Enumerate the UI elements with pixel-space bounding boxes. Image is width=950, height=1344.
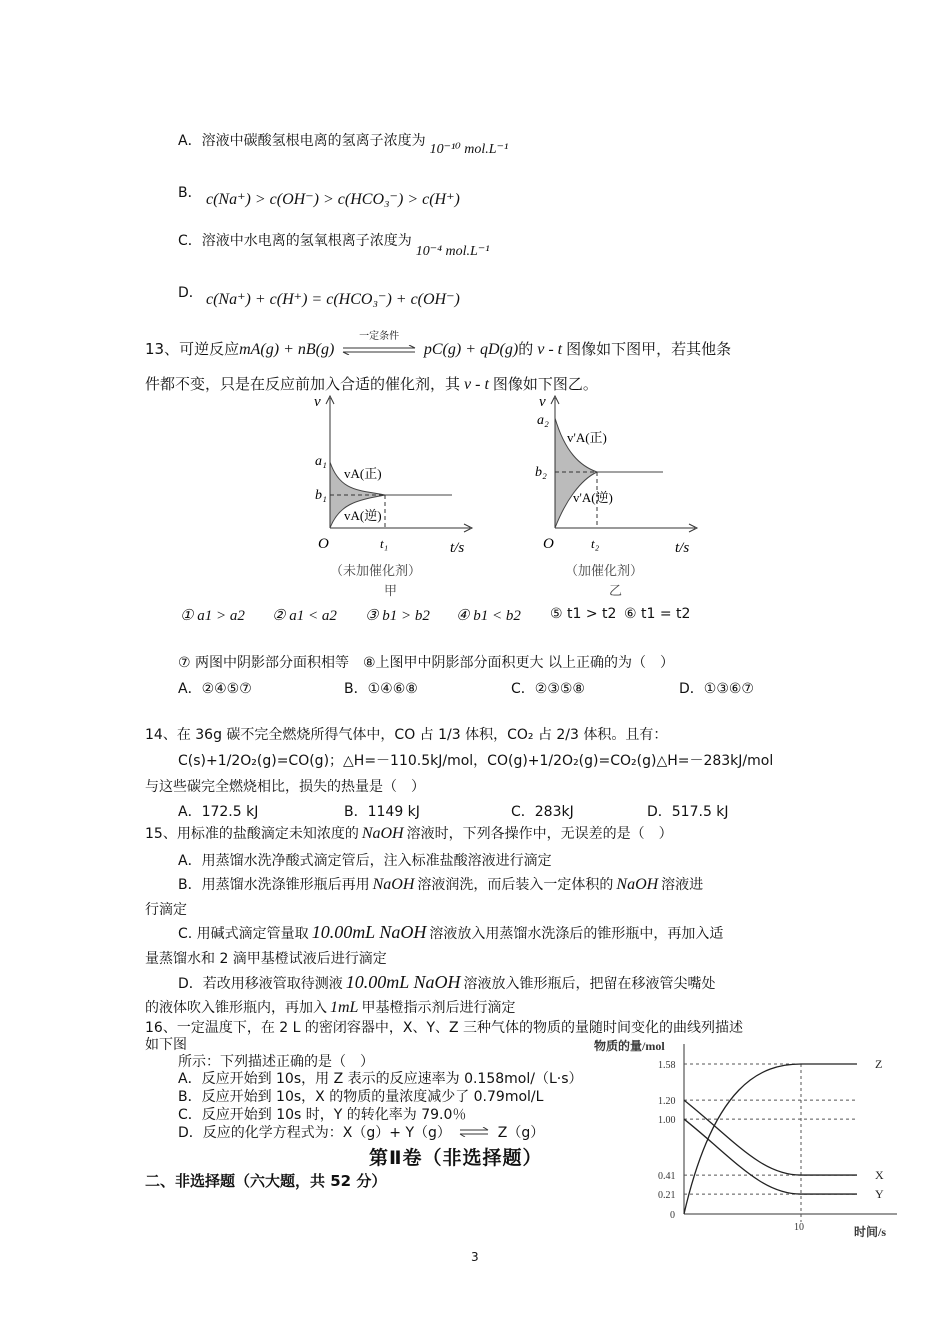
statement-2: ② a1 < a2	[272, 608, 337, 624]
origin-label: O	[543, 536, 554, 552]
section-title: 第Ⅱ卷（非选择题）	[369, 1147, 543, 1169]
q16-option-b: B．反应开始到 10s，X 的物质的量浓度减少了 0.79mol/L	[178, 1089, 544, 1105]
graph-right	[525, 392, 705, 602]
q12-option-a: A．溶液中碳酸氢根电离的氢离子浓度为10⁻¹⁰ mol.L⁻¹	[178, 133, 509, 157]
q14-option-c: C．283kJ	[511, 804, 574, 820]
graph-right-caption: （加催化剂）	[565, 564, 644, 579]
x-tick-label: 10	[794, 1222, 804, 1233]
y-axis-label: 物质的量/mol	[594, 1039, 665, 1053]
graph-left	[300, 392, 480, 602]
q14-line-1: 14、在 36g 碳不完全燃烧所得气体中，CO 占 1/3 体积，CO₂ 占 2/3 体积。且有：	[145, 727, 668, 743]
t1-label: t₁	[380, 536, 389, 551]
y-tick-label: 1.58	[658, 1060, 676, 1071]
graph-right-name: 乙	[609, 584, 623, 599]
q12-option-b: B．	[178, 185, 202, 201]
q14-option-d: D．517.5 kJ	[647, 804, 729, 820]
section-subtitle: 二、非选择题（六大题，共 52 分）	[145, 1172, 387, 1190]
q14-option-b: B．1149 kJ	[344, 804, 420, 820]
q15-option-b-cont: 行滴定	[145, 902, 187, 918]
y-tick-label: 0	[670, 1210, 675, 1221]
q13-option-c: C．②③⑤⑧	[511, 681, 585, 697]
statement-3: ③ b1 > b2	[365, 608, 430, 624]
q13-line-2: 件都不变，只是在反应前加入合适的催化剂，其 v - t 图像如下图乙。	[145, 375, 598, 393]
t2-label: t₂	[591, 536, 600, 551]
y-tick-label: 0.41	[658, 1171, 676, 1183]
q16-option-d: D．反应的化学方程式为：X（g）+ Y（g） Z（g）	[178, 1125, 545, 1141]
origin-label: O	[318, 536, 329, 552]
reverse-rate-label: vA(逆)	[344, 508, 382, 523]
q16-line-2: 如下图	[145, 1037, 187, 1053]
q12-option-b-math: c(Na⁺) > c(OH⁻) > c(HCO₃⁻) > c(H⁺)	[206, 191, 460, 208]
q15-option-a: A．用蒸馏水洗净酸式滴定管后，注入标准盐酸溶液进行滴定	[178, 853, 552, 869]
v-label: v	[539, 394, 546, 410]
statement-line-2: ⑦ 两图中阴影部分面积相等 ⑧上图甲中阴影部分面积更大 以上正确的为（ ）	[178, 655, 674, 671]
reverse-rate-label: v'A(逆)	[573, 490, 613, 505]
b1-label: b₁	[315, 488, 327, 503]
series-x-label: X	[875, 1168, 884, 1183]
series-z-line	[684, 1064, 857, 1214]
q14-line-2: C(s)+1/2O₂(g)=CO(g)；△H=－110.5kJ/mol，CO(g)+1/2O₂(g)=CO₂(g)△H=－283kJ/mol	[178, 753, 774, 769]
q15-option-b: B．用蒸馏水洗涤锥形瓶后再用 NaOH 溶液润洗，而后装入一定体积的 NaOH 溶液进	[178, 876, 704, 893]
forward-rate-label: v'A(正)	[567, 430, 607, 445]
statement-1: ① a1 > a2	[180, 608, 245, 624]
q12-option-d-math: c(Na⁺) + c(H⁺) = c(HCO₃⁻) + c(OH⁻)	[206, 291, 460, 308]
y-tick-label: 0.21	[658, 1190, 676, 1202]
q13-option-d: D．①③⑥⑦	[679, 681, 754, 697]
forward-rate-label: vA(正)	[344, 466, 382, 481]
equilibrium-arrow-icon	[458, 1127, 490, 1137]
q16-option-c: C．反应开始到 10s 时，Y 的转化率为 79.0％	[178, 1107, 467, 1123]
ts-label: t/s	[450, 540, 465, 556]
q14-option-a: A．172.5 kJ	[178, 804, 259, 820]
q15-option-c: C. 用碱式滴定管量取 10.00mL NaOH 溶液放入用蒸馏水洗涤后的锥形瓶中，再加入适	[178, 922, 724, 942]
graph-left-name: 甲	[384, 584, 398, 599]
q12-option-c: C．溶液中水电离的氢氧根离子浓度为10⁻⁴ mol.L⁻¹	[178, 233, 490, 259]
shaded-area-upper	[555, 418, 597, 472]
q15-option-c-cont: 量蒸馏水和 2 滴甲基橙试液后进行滴定	[145, 951, 387, 967]
a2-label: a₂	[537, 413, 549, 428]
q14-line-3: 与这些碳完全燃烧相比，损失的热量是（ ）	[145, 779, 425, 795]
q15-option-d: D．若改用移液管取待测液 10.00mL NaOH 溶液放入锥形瓶后，把留在移液管尖嘴处	[178, 972, 716, 992]
v-label: v	[314, 394, 321, 410]
y-tick-label: 1.20	[658, 1096, 676, 1108]
q13-option-a: A．②④⑤⑦	[178, 681, 252, 697]
q13-option-b: B．①④⑥⑧	[344, 681, 418, 697]
statement-5: ⑤ t1 > t2	[550, 606, 617, 622]
statement-6: ⑥ t1 = t2	[624, 606, 691, 622]
series-y-line	[684, 1119, 857, 1194]
page-number: 3	[471, 1250, 479, 1264]
series-z-label: Z	[875, 1057, 883, 1071]
statement-4: ④ b1 < b2	[456, 608, 521, 624]
graph-left-caption: （未加催化剂）	[330, 564, 422, 579]
equilibrium-arrow-icon	[339, 345, 419, 355]
x-axis-label: 时间/s	[854, 1225, 887, 1239]
ts-label: t/s	[675, 540, 690, 556]
series-y-label: Y	[875, 1187, 884, 1202]
a1-label: a₁	[315, 454, 327, 469]
q16-chart	[592, 1038, 902, 1246]
q16-line-3: 所示：下列描述正确的是（ ）	[178, 1054, 374, 1070]
reversible-arrow: 一定条件	[339, 341, 419, 359]
q16-line-1: 16、一定温度下，在 2 L 的密闭容器中，X、Y、Z 三种气体的物质的量随时间变化的曲线列描述	[145, 1020, 744, 1036]
y-tick-label: 1.00	[658, 1115, 676, 1127]
series-x-line	[684, 1100, 857, 1175]
q12-option-d: D．	[178, 285, 203, 301]
b2-label: b₂	[535, 465, 547, 480]
q15-line-1: 15、用标准的盐酸滴定未知浓度的 NaOH 溶液时，下列各操作中，无误差的是（ ）	[145, 825, 673, 842]
q15-option-d-cont: 的液体吹入锥形瓶内，再加入 1mL 甲基橙指示剂后进行滴定	[145, 999, 516, 1016]
q16-option-a: A．反应开始到 10s，用 Z 表示的反应速率为 0.158mol/（L·s）	[178, 1071, 583, 1087]
q13-line-1: 13、可逆反应mA(g) + nB(g) 一定条件 pC(g) + qD(g)的 v - t 图像如下图甲，若其他条	[145, 330, 732, 358]
